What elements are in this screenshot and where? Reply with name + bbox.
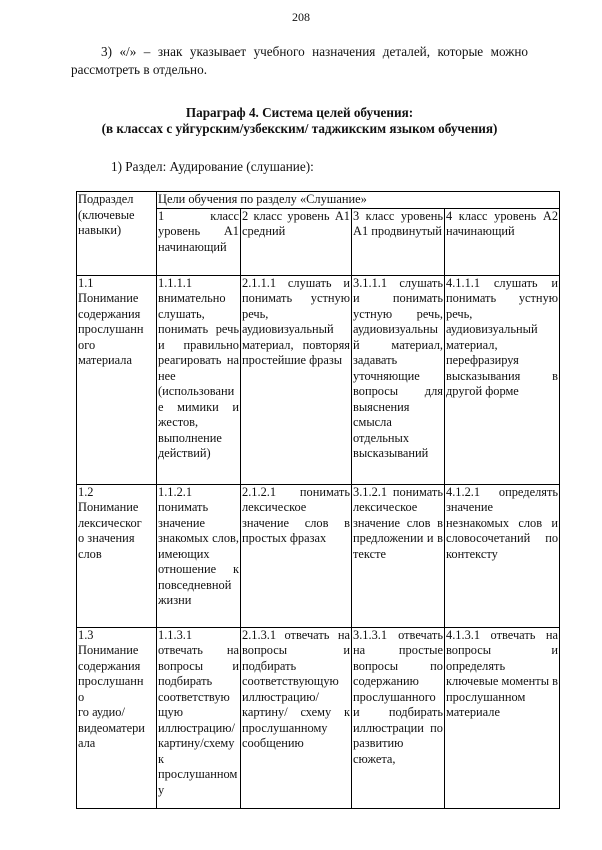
goal-cell: 1.1.3.1 отвечать на вопросы и подбирать соответствующую иллюстрацию/ картину/схему к прослушанному [157,627,241,808]
section-subheading: 1) Раздел: Аудирование (слушание): [111,159,314,174]
goals-header-cell: Цели обучения по разделу «Слушание» [157,192,560,209]
goal-cell: 2.1.3.1 отвечать на вопросы и подбирать соответствующую иллюстрацию/картину/ схему к прослушанному сообщению [241,627,352,808]
subsection-cell: 1.3 Понимание содержания прослушанн о го аудио/ видеоматери ала [77,627,157,808]
goal-cell: 2.1.1.1 слушать и понимать устную речь, аудиовизуальный материал, повторяя простейшие фразы [241,275,352,484]
grade-header-cell: 3 класс уровень А1 продвинутый [352,208,445,275]
goal-cell: 2.1.2.1 понимать лексическое значение слов в простых фразах [241,484,352,627]
section-title-line2: (в классах с уйгурским/узбекским/ таджикским языком обучения) [101,121,498,136]
goal-cell: 4.1.1.1 слушать и понимать устную речь, аудиовизуальный материал, перефразируя высказывания в другой форме [445,275,560,484]
goal-cell: 1.1.1.1 внимательно слушать, понимать речь и правильно реагировать на нее (использование мимики и жестов, выполнение действий) [157,275,241,484]
goal-cell: 4.1.3.1 отвечать на вопросы и определять ключевые моменты в прослушанном материале [445,627,560,808]
table-row [77,484,560,627]
subsection-header-cell: Подраздел (ключевые навыки) [77,192,157,276]
table-row [77,275,560,484]
table-header-row [77,192,560,209]
learning-goals-table [76,191,560,809]
goal-cell: 3.1.1.1 слушать и понимать устную речь, аудиовизуальный материал, задавать уточняющие вопросы для выяснения смысла отдельных высказываний [352,275,445,484]
goal-cell: 4.1.2.1 определять значение незнакомых слов и словосочетаний по контексту [445,484,560,627]
grade-header-cell: 4 класс уровень А2 начинающий [445,208,560,275]
subsection-cell: 1.2 Понимание лексическог о значения слов [77,484,157,627]
subsection-cell: 1.1 Понимание содержания прослушанн ого материала [77,275,157,484]
section-title-line1: Параграф 4. Система целей обучения: [185,105,414,120]
grade-header-cell: 2 класс уровень А1 средний [241,208,352,275]
intro-paragraph: 3) «/» – знак указывает учебного назначения деталей, которые можно рассмотреть в отдельно. [71,44,528,77]
grade-header-cell: 1 класс уровень А1 начинающий [157,208,241,275]
section-title [71,105,528,137]
page-number: 208 [292,10,310,24]
goal-cell: 1.1.2.1 понимать значение знакомых слов, имеющих отношение к повседневной жизни [157,484,241,627]
goal-cell: 3.1.3.1 отвечать на простые вопросы по содержанию прослушанного и подбирать иллюстрации по развитию сюжета, [352,627,445,808]
table-row [77,627,560,808]
goal-cell: 3.1.2.1 понимать лексическое значение слов в предложении и в тексте [352,484,445,627]
